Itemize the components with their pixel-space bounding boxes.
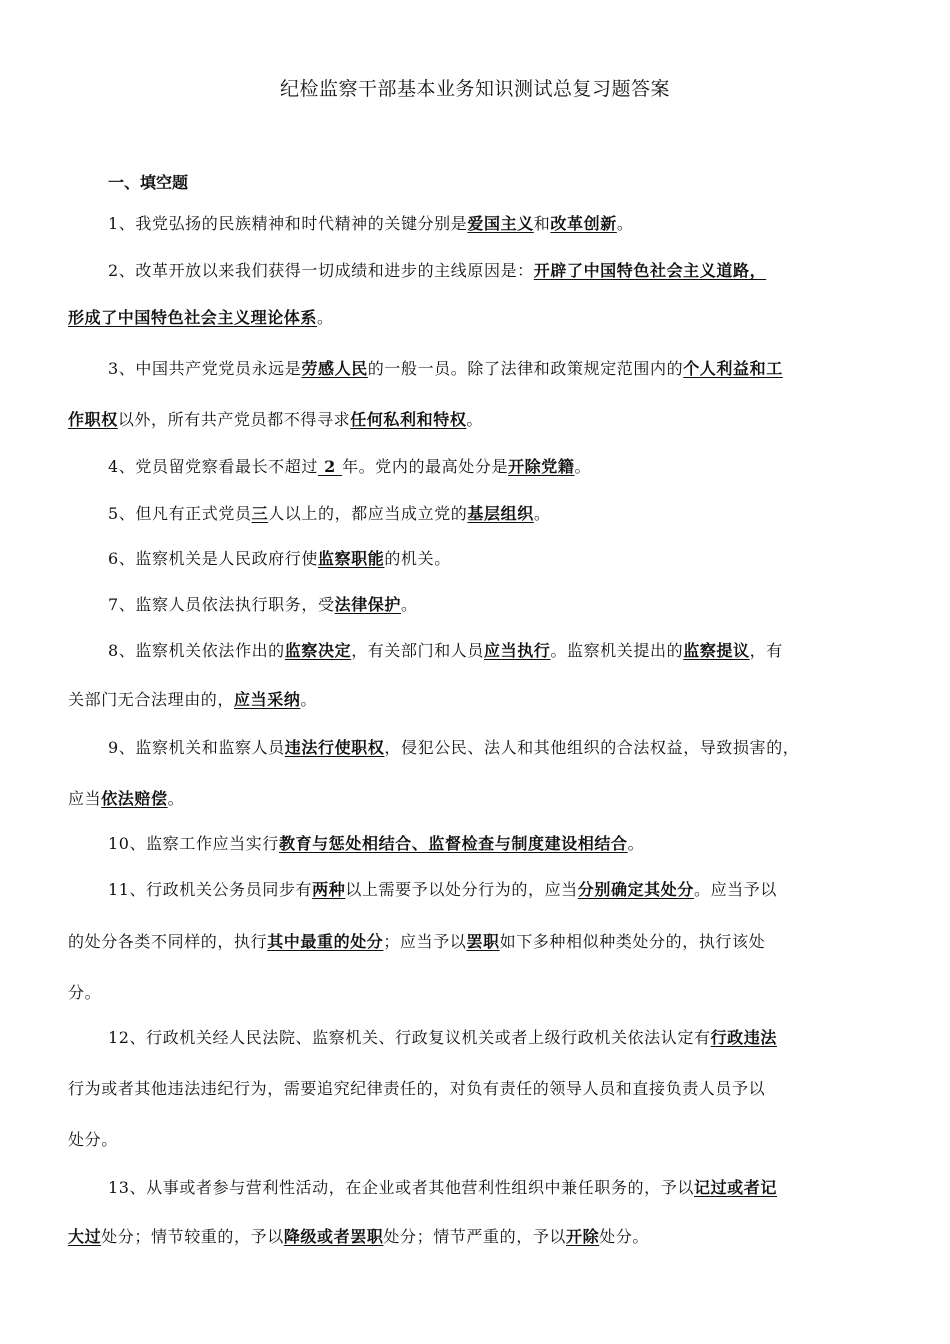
text-line: [108, 502, 886, 526]
question-text: 。: [167, 789, 185, 808]
section-heading: 一、填空题: [108, 173, 189, 192]
question-text: 4、党员留党察看最长不超过: [108, 457, 318, 476]
answer-text: 监察决定: [284, 641, 352, 660]
question-text: 。: [466, 410, 484, 429]
question-text: ，侵犯公民、法人和其他组织的合法权益，导致损害的，: [384, 738, 800, 757]
text-line: [68, 1225, 886, 1249]
question-text: 的一般一员。除了法律和政策规定范围内的: [367, 359, 684, 378]
question-text: ，有: [749, 641, 783, 660]
text-line: [108, 736, 886, 760]
answer-text: 劳感人民: [301, 359, 368, 378]
question-text: 以外，所有共产党员都不得寻求: [117, 410, 351, 429]
text-line: [68, 1077, 886, 1101]
question-text: 9、监察机关和监察人员: [108, 738, 285, 757]
question-text: 12、行政机关经人民法院、监察机关、行政复议机关或者上级行政机关依法认定有: [108, 1028, 711, 1047]
question-text: 3、中国共产党党员永远是: [108, 359, 302, 378]
question-text: 。: [533, 504, 551, 523]
question-text: 11、行政机关公务员同步有: [108, 880, 313, 899]
answer-text: 任何私利和特权: [350, 410, 467, 429]
answer-text: 两种: [312, 880, 346, 899]
answer-text: 违法行使职权: [284, 738, 385, 757]
document-title: 纪检监察干部基本业务知识测试总复习题答案: [279, 78, 670, 100]
question-text: 年。党内的最高处分是: [342, 457, 509, 476]
question-text: 处分。: [68, 1130, 118, 1149]
question-text: 13、从事或者参与营利性活动，在企业或者其他营利性组织中兼任职务的，予以: [108, 1178, 694, 1197]
answer-text: 大过: [68, 1227, 102, 1246]
question-text: 分。: [68, 983, 102, 1002]
text-line: [68, 1128, 886, 1152]
question-text: 5、但凡有正式党员: [108, 504, 252, 523]
text-line: [68, 930, 886, 954]
question-text: 2、改革开放以来我们获得一切成绩和进步的主线原因是：: [108, 261, 534, 280]
answer-text: 其中最重的处分: [267, 932, 384, 951]
text-line: [68, 306, 886, 330]
question-text: 人以上的，都应当成立党的: [268, 504, 468, 523]
text-line: [68, 787, 886, 811]
text-line: [108, 832, 886, 856]
question-text: 。: [317, 308, 334, 327]
text-line: [108, 212, 886, 236]
question-text: 10、监察工作应当实行: [108, 834, 279, 853]
question-text: ，有关部门和人员: [351, 641, 484, 660]
answer-text: 监察提议: [683, 641, 750, 660]
answer-text: 应当采纳: [234, 690, 301, 709]
answer-text: 基层组织: [467, 504, 534, 523]
answer-text: 改革创新: [550, 214, 617, 233]
question-text: 。应当予以: [693, 880, 777, 899]
answer-text: 开除党籍: [508, 457, 575, 476]
answer-text: 监察职能: [317, 549, 385, 568]
answer-text: 形成了中国特色社会主义理论体系: [68, 308, 318, 327]
text-line: [108, 259, 886, 283]
question-text: 和: [533, 214, 551, 233]
question-text: 如下多种相似种类处分的，执行该处: [499, 932, 766, 951]
answer-text: 依法赔偿: [101, 789, 168, 808]
question-text: 6、监察机关是人民政府行使: [108, 549, 318, 568]
question-text: 以上需要予以处分行为的，应当: [345, 880, 578, 899]
question-text: 。: [401, 595, 418, 614]
answer-text: 罢职: [466, 932, 500, 951]
question-text: 。监察机关提出的: [550, 641, 684, 660]
question-text: ；应当予以: [383, 932, 467, 951]
text-line: [108, 639, 886, 663]
question-text: 。: [574, 457, 592, 476]
text-line: [108, 1026, 886, 1050]
text-line: [108, 547, 886, 571]
question-text: 处分；情节较重的，予以: [101, 1227, 284, 1246]
text-line: [68, 688, 886, 712]
question-text: 行为或者其他违法违纪行为，需要追究纪律责任的，对负有责任的领导人员和直接负责人员予以: [68, 1079, 766, 1098]
answer-text: 行政违法: [710, 1028, 777, 1047]
question-text: 应当: [68, 789, 102, 808]
question-text: 处分。: [599, 1227, 650, 1246]
text-line: [68, 981, 886, 1005]
answer-text: 降级或者罢职: [283, 1227, 384, 1246]
text-line: [108, 357, 886, 381]
question-text: 。: [300, 690, 318, 709]
text-line: [108, 878, 886, 902]
question-text: 8、监察机关依法作出的: [108, 641, 285, 660]
answer-text: 三: [251, 504, 269, 523]
answer-text: 记过或者记: [693, 1178, 777, 1197]
answer-text: 爱国主义: [467, 214, 534, 233]
text-line: [108, 1176, 886, 1200]
question-text: 的机关。: [384, 549, 451, 568]
answer-text: 作职权: [68, 410, 118, 429]
answer-text: 开除: [566, 1227, 600, 1246]
question-text: 的处分各类不同样的，执行: [68, 932, 268, 951]
question-text: 。: [616, 214, 634, 233]
question-text: 处分；情节严重的，予以: [383, 1227, 567, 1246]
answer-text: 分别确定其处分: [577, 880, 694, 899]
question-text: 关部门无合法理由的，: [68, 690, 235, 709]
question-text: 。: [627, 834, 645, 853]
answer-text: 教育与惩处相结合、监督检查与制度建设相结合: [278, 834, 628, 853]
answer-text: 法律保护: [334, 595, 401, 614]
question-text: 7、监察人员依法执行职务，受: [108, 595, 335, 614]
text-line: [108, 455, 886, 479]
answer-text: 应当执行: [484, 641, 551, 660]
text-line: [108, 593, 886, 617]
answer-text: 开辟了中国特色社会主义道路，: [533, 261, 767, 280]
question-text: 1、我党弘扬的民族精神和时代精神的关键分别是: [108, 214, 468, 233]
answer-text: 2: [317, 457, 343, 476]
text-line: [68, 408, 886, 432]
answer-text: 个人利益和工: [683, 359, 783, 378]
